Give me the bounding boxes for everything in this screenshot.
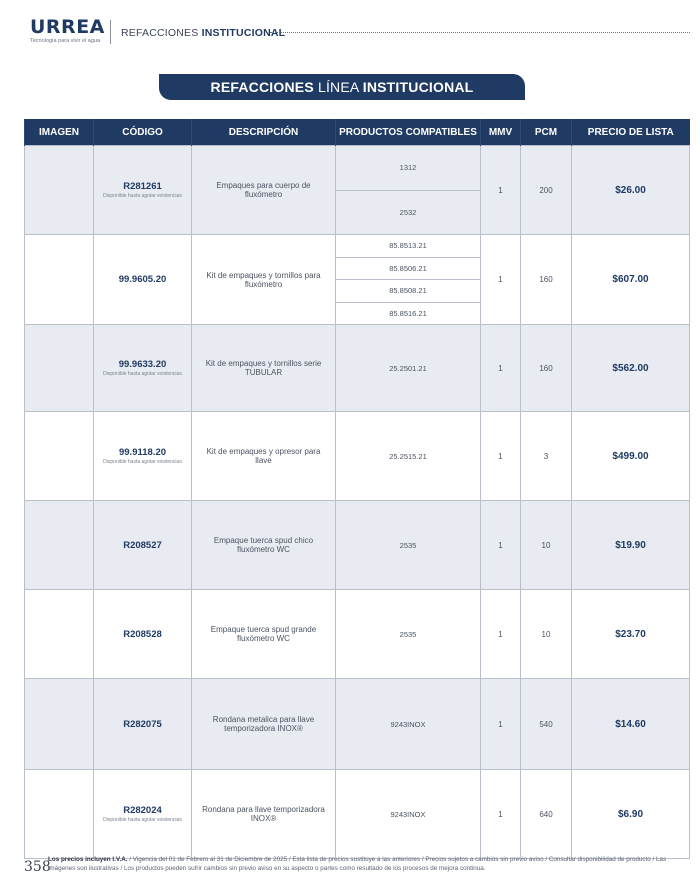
- compatibles-cell: [336, 146, 481, 235]
- header-codigo: CÓDIGO: [94, 119, 192, 146]
- table-row: [25, 590, 690, 679]
- compatibles-list: [336, 501, 480, 589]
- table-row: [25, 325, 690, 412]
- brand-logo: [30, 18, 105, 44]
- pcm-cell: 10: [521, 501, 572, 590]
- header-compatibles: PRODUCTOS COMPATIBLES: [336, 119, 481, 146]
- brand-name: URREA: [30, 16, 105, 38]
- product-image-cell: [25, 679, 94, 770]
- pcm-cell: 10: [521, 590, 572, 679]
- code-cell: [94, 770, 192, 859]
- price-cell: [572, 235, 690, 325]
- compatibles-cell: [336, 325, 481, 412]
- product-image-cell: [25, 770, 94, 859]
- compatibles-list: [336, 412, 480, 500]
- availability-note: Disponible hasta agotar existencias: [103, 817, 182, 823]
- table-row: [25, 146, 690, 235]
- compatibles-list: [336, 590, 480, 678]
- parts-table: [24, 119, 690, 859]
- mmv-cell: 1: [481, 501, 521, 590]
- price-cell: [572, 325, 690, 412]
- list-price: $14.60: [615, 718, 646, 730]
- compatible-product: 25.2501.21: [389, 363, 427, 373]
- compatible-product: 9243INOX: [390, 719, 426, 729]
- price-cell: [572, 679, 690, 770]
- list-price: $562.00: [612, 362, 649, 374]
- product-image-cell: [25, 412, 94, 501]
- product-code: R208528: [123, 628, 162, 640]
- mmv-cell: 1: [481, 679, 521, 770]
- mmv-cell: 1: [481, 770, 521, 859]
- product-code: R281261: [123, 181, 162, 192]
- compatibles-cell: [336, 412, 481, 501]
- product-code: R282024: [123, 805, 162, 816]
- header-imagen: IMAGEN: [25, 119, 94, 146]
- footer-text: / Vigencia del 01 de Febrero al 31 de Diciembre de 2025 / Esta lista de precios sustituye a las anteriores / Precios sujetos a cambios sin previo aviso / Consultar disponibilidad de producto / Las imágenes son ilustrativas / Los productos pueden sufrir cambios sin previo aviso en su aspecto o partes como resultado de los procesos de mejora continua.: [48, 856, 667, 872]
- mmv-cell: 1: [481, 146, 521, 235]
- list-price: $6.90: [617, 808, 644, 820]
- banner-part1: REFACCIONES: [210, 79, 318, 95]
- availability-note: Disponible hasta agotar existencias: [103, 459, 182, 465]
- compatible-product: 2535: [399, 629, 417, 639]
- banner-part2: LÍNEA: [317, 79, 363, 95]
- price-cell: [572, 146, 690, 235]
- price-cell: [572, 590, 690, 679]
- compatible-product: 25.2515.21: [389, 451, 427, 461]
- compatible-product: 9243INOX: [390, 809, 426, 819]
- compatibles-list: [336, 770, 480, 858]
- table-row: [25, 679, 690, 770]
- table-row: [25, 770, 690, 859]
- product-image-cell: [25, 146, 94, 235]
- compatible-product: 85.8513.21: [336, 235, 480, 258]
- mmv-cell: 1: [481, 325, 521, 412]
- compatible-product: 2532: [399, 207, 417, 217]
- page-header: [0, 0, 700, 60]
- compatibles-cell: [336, 590, 481, 679]
- brand-tagline: Tecnología para vivir el agua: [30, 38, 101, 44]
- header-mmv: MMV: [481, 119, 521, 146]
- compatible-product: 85.8516.21: [389, 308, 427, 318]
- code-cell: [94, 235, 192, 325]
- table-body: [25, 146, 690, 859]
- page-number: 358: [24, 859, 51, 875]
- product-code: 99.9605.20: [118, 274, 167, 285]
- description-cell: Rondana para llave temporizadora INOX®: [192, 770, 336, 859]
- compatibles-cell: [336, 770, 481, 859]
- price-cell: [572, 501, 690, 590]
- pcm-cell: 160: [521, 325, 572, 412]
- list-price: $23.70: [615, 628, 646, 640]
- description-cell: Rondana metalica para llave temporizadora INOX®: [192, 679, 336, 770]
- footer-bold: Los precios incluyen I.V.A.: [48, 856, 128, 863]
- price-cell: [572, 412, 690, 501]
- description-cell: Kit de empaques y tornillos serie TUBULAR: [192, 325, 336, 412]
- availability-note: Disponible hasta agotar existencias: [103, 193, 182, 199]
- pcm-cell: 160: [521, 235, 572, 325]
- table-header-row: [25, 119, 690, 146]
- product-code: R282075: [123, 718, 162, 730]
- compatible-product: 2535: [399, 540, 417, 550]
- header-dotted-rule: [270, 32, 690, 33]
- section-title-bold: INSTITUCIONAL: [201, 27, 286, 39]
- list-price: $499.00: [612, 450, 649, 462]
- list-price: $26.00: [615, 184, 646, 196]
- table-row: [25, 412, 690, 501]
- pcm-cell: 540: [521, 679, 572, 770]
- product-code: 99.9118.20: [118, 447, 167, 458]
- list-price: $19.90: [615, 539, 646, 551]
- list-price: $607.00: [612, 274, 649, 285]
- header-descripcion: DESCRIPCIÓN: [192, 119, 336, 146]
- code-cell: [94, 679, 192, 770]
- compatible-product: 1312: [336, 146, 480, 191]
- product-image-cell: [25, 325, 94, 412]
- compatibles-cell: [336, 235, 481, 325]
- code-cell: [94, 325, 192, 412]
- description-cell: Kit de empaques y opresor para llave: [192, 412, 336, 501]
- compatibles-list: [336, 679, 480, 769]
- product-code: 99.9633.20: [118, 359, 167, 370]
- product-image-cell: [25, 501, 94, 590]
- table-row: [25, 235, 690, 325]
- header-pcm: PCM: [521, 119, 572, 146]
- code-cell: [94, 590, 192, 679]
- description-cell: Empaques para cuerpo de fluxómetro: [192, 146, 336, 235]
- product-image-cell: [25, 235, 94, 325]
- compatibles-cell: [336, 501, 481, 590]
- compatibles-list: [336, 325, 480, 411]
- code-cell: [94, 501, 192, 590]
- table-row: [25, 501, 690, 590]
- compatibles-cell: [336, 679, 481, 770]
- section-title: [121, 27, 285, 39]
- compatibles-list: [336, 146, 480, 234]
- compatible-product: 85.8506.21: [336, 258, 480, 281]
- availability-note: Disponible hasta agotar existencias: [103, 371, 182, 377]
- description-cell: Empaque tuerca spud chico fluxómetro WC: [192, 501, 336, 590]
- price-cell: [572, 770, 690, 859]
- mmv-cell: 1: [481, 412, 521, 501]
- header-divider: [110, 20, 111, 44]
- mmv-cell: 1: [481, 590, 521, 679]
- product-image-cell: [25, 590, 94, 679]
- description-cell: Kit de empaques y tornillos para fluxómetro: [192, 235, 336, 325]
- banner-part3: INSTITUCIONAL: [362, 79, 474, 95]
- pcm-cell: 200: [521, 146, 572, 235]
- title-banner: [159, 74, 525, 100]
- header-precio: PRECIO DE LISTA: [572, 119, 690, 146]
- footer-disclaimer: [48, 855, 678, 873]
- product-code: R208527: [123, 539, 162, 551]
- section-title-light: REFACCIONES: [121, 27, 202, 39]
- mmv-cell: 1: [481, 235, 521, 325]
- pcm-cell: 3: [521, 412, 572, 501]
- compatibles-list: [336, 235, 480, 324]
- code-cell: [94, 412, 192, 501]
- compatible-product: 85.8508.21: [336, 280, 480, 303]
- description-cell: Empaque tuerca spud grande fluxómetro WC: [192, 590, 336, 679]
- pcm-cell: 640: [521, 770, 572, 859]
- code-cell: [94, 146, 192, 235]
